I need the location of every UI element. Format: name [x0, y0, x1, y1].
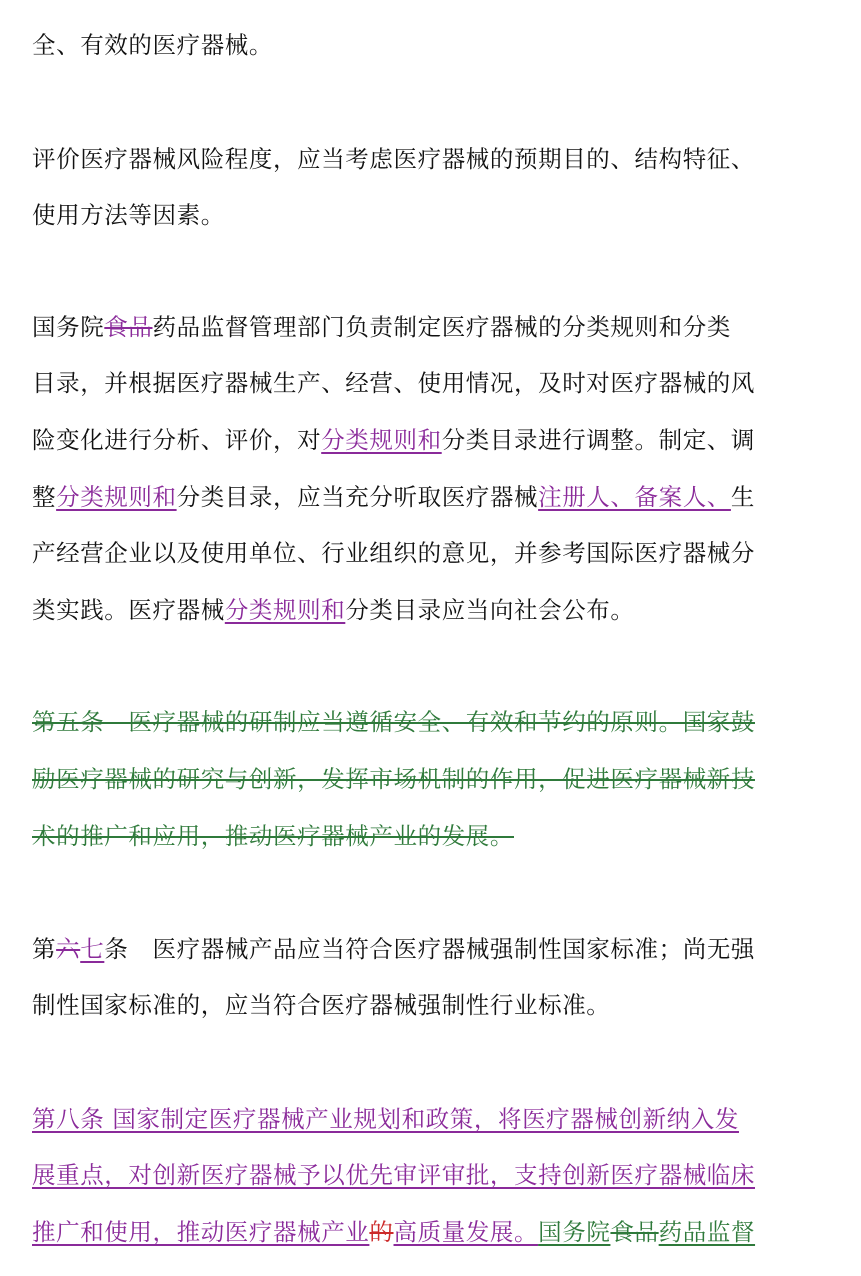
- inserted-text: 展重点，对创新医疗器械予以优先审评审批，支持创新医疗器械临床: [32, 1161, 755, 1189]
- text-segment: 产经营企业以及使用单位、行业组织的意见，并参考国际医疗器械分: [32, 539, 755, 567]
- inserted-text: 高质量发展。: [393, 1218, 539, 1246]
- text-segment: 制性国家标准的，应当符合医疗器械强制性行业标准。: [32, 991, 611, 1019]
- text-segment: 第: [32, 935, 57, 963]
- text-line: [32, 537, 792, 569]
- text-line: [32, 29, 792, 61]
- deleted-text: 食品: [104, 313, 153, 341]
- text-line: [32, 424, 792, 456]
- text-line: [32, 481, 792, 513]
- text-line: [32, 143, 792, 175]
- deleted-text: 的: [369, 1218, 394, 1246]
- text-segment: 分类目录应当向社会公布。: [345, 596, 635, 624]
- deleted-text: 六: [56, 935, 81, 963]
- text-line: [32, 594, 792, 626]
- text-line: [32, 820, 792, 852]
- text-segment: 分类目录进行调整。制定、调: [441, 426, 756, 454]
- text-line: [32, 933, 792, 965]
- inserted-text: 分类规则和: [321, 426, 442, 454]
- text-segment: 目录，并根据医疗器械生产、经营、使用情况，及时对医疗器械的风: [32, 369, 755, 397]
- text-segment: 整: [32, 483, 57, 511]
- deleted-text: 第五条 医疗器械的研制应当遵循安全、有效和节约的原则。国家鼓: [32, 708, 755, 736]
- text-segment: 分类目录，应当充分听取医疗器械: [176, 483, 539, 511]
- text-line: [32, 989, 792, 1021]
- text-line: [32, 199, 792, 231]
- inserted-text: 分类规则和: [224, 596, 346, 624]
- text-segment: 使用方法等因素。: [32, 201, 225, 229]
- deleted-text: 励医疗器械的研究与创新，发挥市场机制的作用，促进医疗器械新技: [32, 765, 755, 793]
- text-segment: 药品监督管理部门负责制定医疗器械的分类规则和分类: [152, 313, 731, 341]
- text-segment: 国务院: [32, 313, 105, 341]
- text-line: [32, 1103, 792, 1135]
- text-line: [32, 1159, 792, 1191]
- deleted-text: 术的推广和应用，推动医疗器械产业的发展。: [32, 822, 514, 850]
- text-segment: 类实践。医疗器械: [32, 596, 225, 624]
- text-line: [32, 1216, 792, 1248]
- text-segment: 全、有效的医疗器械。: [32, 31, 273, 59]
- inserted-text: 国务院: [538, 1218, 611, 1246]
- text-line: [32, 367, 792, 399]
- inserted-text: 药品监督: [658, 1218, 756, 1246]
- text-line: [32, 706, 792, 738]
- text-segment: 生: [730, 483, 756, 511]
- inserted-text: 七: [80, 935, 105, 963]
- inserted-text: 注册人、备案人、: [538, 483, 731, 511]
- text-segment: 险变化进行分析、评价，对: [32, 426, 322, 454]
- text-line: [32, 763, 792, 795]
- text-segment: 评价医疗器械风险程度，应当考虑医疗器械的预期目的、结构特征、: [32, 145, 755, 173]
- text-segment: 条 医疗器械产品应当符合医疗器械强制性国家标准；尚无强: [104, 935, 756, 963]
- deleted-text: 食品: [610, 1218, 659, 1246]
- inserted-text: 第八条 国家制定医疗器械产业规划和政策，将医疗器械创新纳入发: [32, 1105, 739, 1133]
- text-line: [32, 311, 792, 343]
- inserted-text: 分类规则和: [56, 483, 177, 511]
- inserted-text: 推广和使用，推动医疗器械产业: [32, 1218, 370, 1246]
